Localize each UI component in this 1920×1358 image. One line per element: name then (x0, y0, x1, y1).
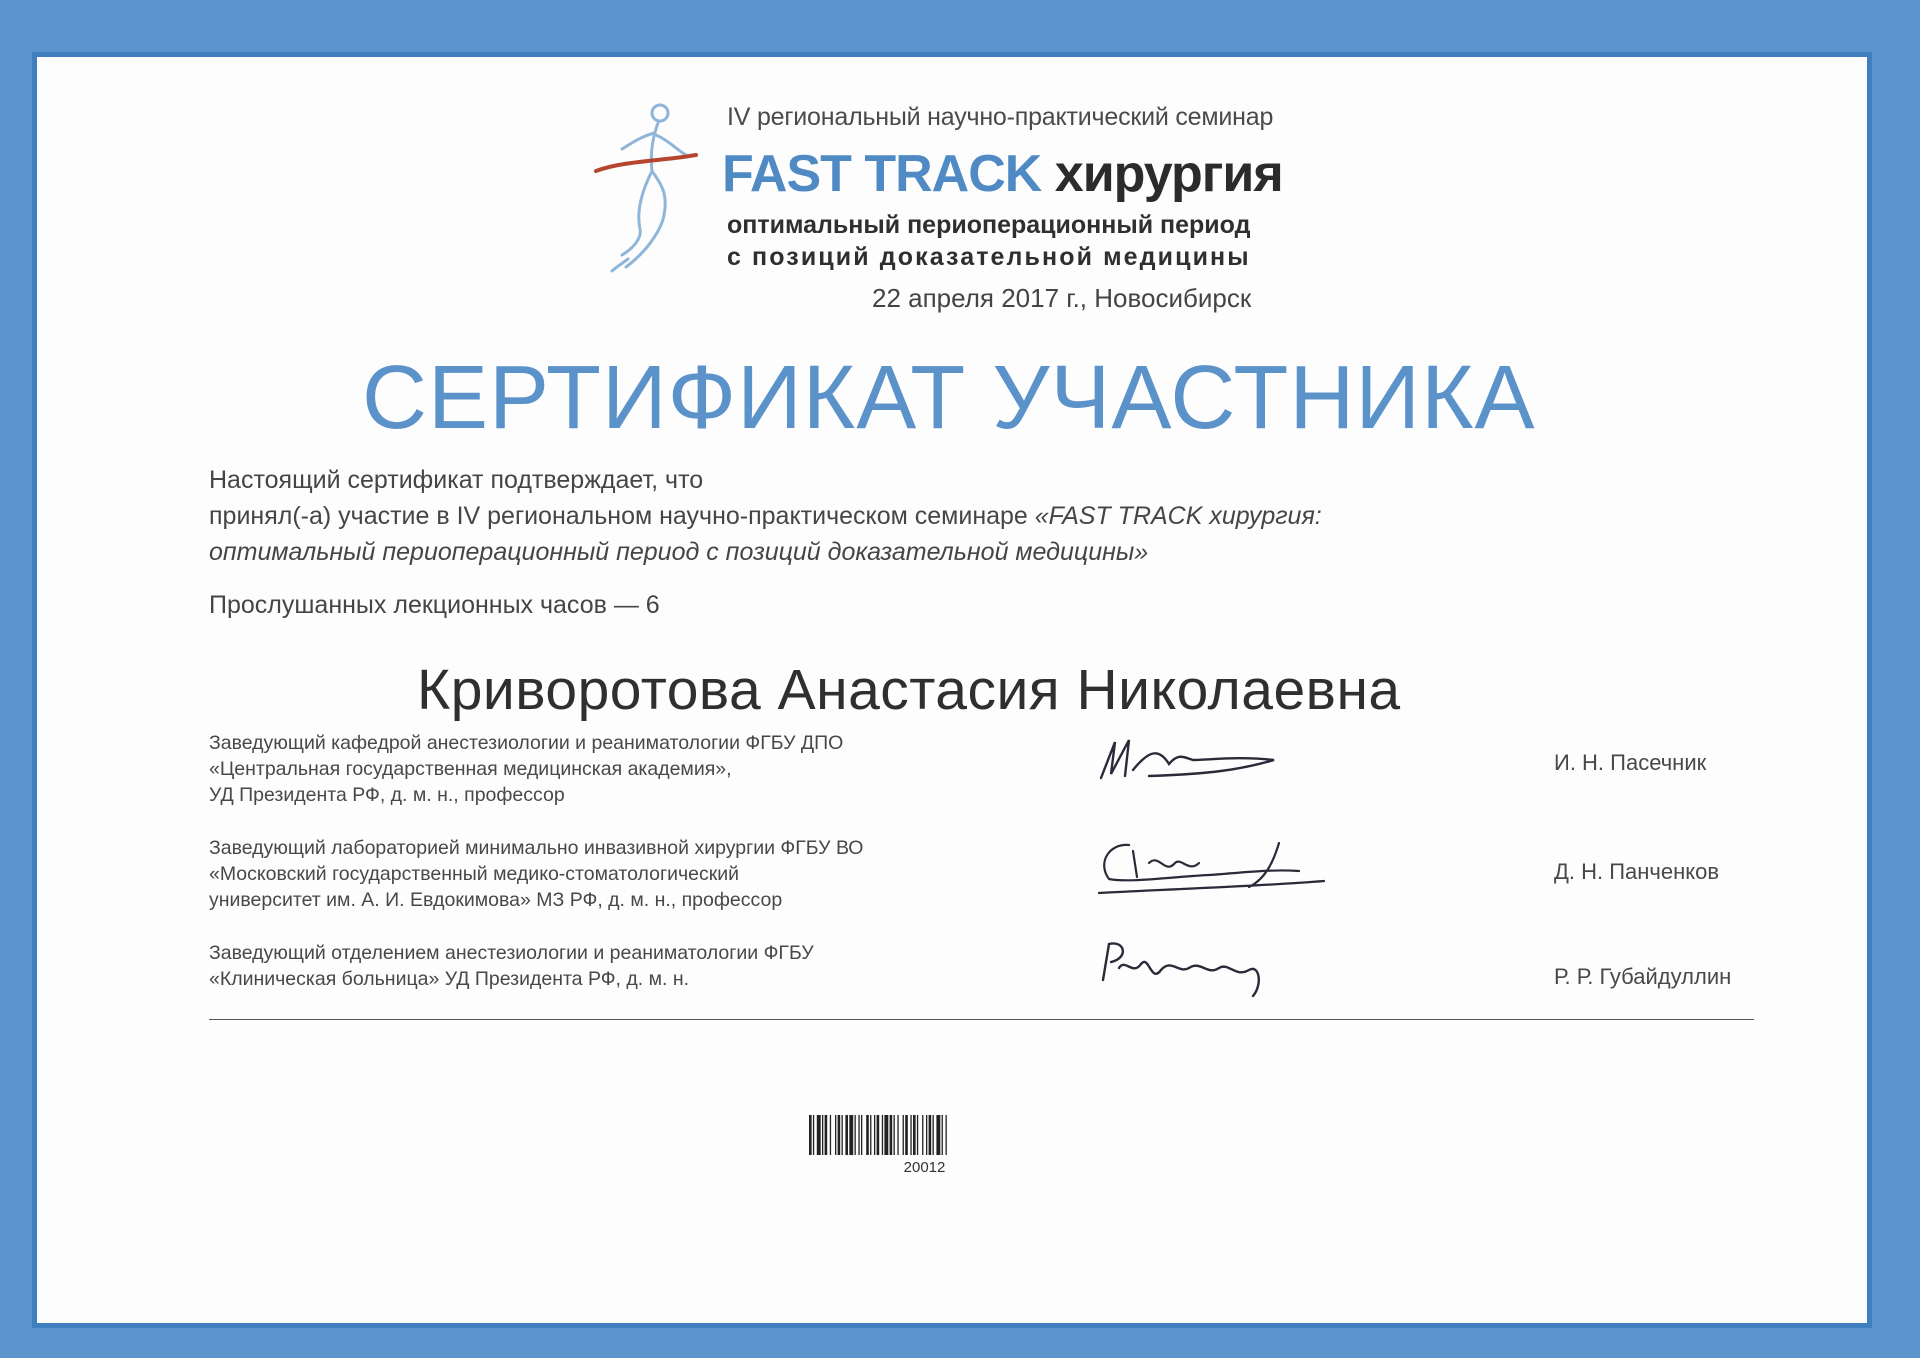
barcode (807, 1115, 1042, 1155)
bottom-divider (209, 1019, 1754, 1020)
barcode-bar (825, 1115, 828, 1155)
barcode-bar (894, 1115, 895, 1155)
position-line: Заведующий лабораторией минимально инвазивной хирургии ФГБУ ВО (209, 837, 864, 859)
barcode-bar (817, 1115, 821, 1155)
seminar-edition: IV региональный научно-практический семинар (727, 103, 1274, 131)
position-line: Заведующий кафедрой анестезиологии и реаниматологии ФГБУ ДПО (209, 732, 844, 754)
lecture-hours: Прослушанных лекционных часов — 6 (209, 591, 660, 619)
barcode-bar (849, 1115, 853, 1155)
barcode-bar (809, 1115, 812, 1155)
barcode-bar (866, 1115, 869, 1155)
barcode-bar (842, 1115, 843, 1155)
barcode-bar (870, 1115, 871, 1155)
certificate-statement (209, 462, 1322, 570)
barcode-bar (929, 1115, 932, 1155)
barcode-bar (946, 1115, 947, 1155)
signatory-position (209, 940, 814, 992)
statement-line2-plain: принял(-а) участие в IV региональном научно-практическом семинаре (209, 502, 1035, 530)
barcode-bar (855, 1115, 856, 1155)
barcode-bar (922, 1115, 923, 1155)
participant-name: Криворотова Анастасия Николаевна (417, 658, 1401, 722)
seminar-subtitle (727, 209, 1251, 273)
barcode-bar (936, 1115, 940, 1155)
barcode-bar (913, 1115, 916, 1155)
barcode-bar (910, 1115, 911, 1155)
seminar-subtitle-line1: оптимальный периоперационный период (727, 211, 1251, 239)
signatory-name: И. Н. Пасечник (1554, 750, 1707, 775)
seminar-title-word: хирургия (1054, 145, 1283, 203)
signatory-position (209, 835, 863, 913)
barcode-bar (861, 1115, 862, 1155)
statement-line3 (209, 534, 1322, 570)
barcode-bar (897, 1115, 898, 1155)
barcode-bar (905, 1115, 908, 1155)
position-line: УД Президента РФ, д. м. н., профессор (209, 784, 565, 806)
signatory-name: Д. Н. Панченков (1554, 859, 1720, 884)
barcode-bar (882, 1115, 883, 1155)
barcode-bar (903, 1115, 904, 1155)
statement-line2-italic: «FAST TRACK хирургия: (1034, 502, 1322, 530)
seminar-date-place: 22 апреля 2017 г., Новосибирск (872, 283, 1252, 313)
barcode-bar (835, 1115, 836, 1155)
barcode-bar (890, 1115, 893, 1155)
barcode-bar (822, 1115, 823, 1155)
barcode-bar (830, 1115, 831, 1155)
runner-logo-icon (592, 99, 702, 274)
barcode-bar (858, 1115, 859, 1155)
statement-line2 (209, 498, 1322, 534)
barcode-bar (933, 1115, 934, 1155)
position-line: Заведующий отделением анестезиологии и реаниматологии ФГБУ (209, 942, 814, 964)
barcode-bar (942, 1115, 943, 1155)
barcode-bar (877, 1115, 880, 1155)
seminar-subtitle-line2: с позиций доказательной медицины (727, 243, 1251, 271)
seminar-title-brand: FAST TRACK (722, 145, 1042, 203)
certificate-sheet (32, 52, 1872, 1328)
barcode-bar (917, 1115, 918, 1155)
signature-2-icon (1089, 823, 1329, 903)
certificate-title: СЕРТИФИКАТ УЧАСТНИКА (362, 348, 1536, 448)
position-line: университет им. А. И. Евдокимова» МЗ РФ, д. м. н., профессор (209, 889, 783, 911)
position-line: «Центральная государственная медицинская академия», (209, 758, 732, 780)
statement-line1: Настоящий сертификат подтверждает, что (209, 466, 704, 494)
barcode-bar (838, 1115, 841, 1155)
position-line: «Московский государственный медико-стоматологический (209, 863, 740, 885)
seminar-title (722, 144, 1283, 204)
barcode-bar (926, 1115, 927, 1155)
position-line: «Клиническая больница» УД Президента РФ, д. м. н. (209, 968, 690, 990)
signatory-name: Р. Р. Губайдуллин (1554, 964, 1732, 989)
barcode-bar (813, 1115, 814, 1155)
barcode-number: 20012 (903, 1159, 946, 1176)
signature-1-icon (1089, 730, 1289, 790)
barcode-bar (845, 1115, 848, 1155)
barcode-bar (874, 1115, 875, 1155)
signature-3-icon (1089, 934, 1289, 1004)
signatory-position (209, 730, 843, 808)
statement-line3-italic: оптимальный периоперационный период с позиций доказательной медицины» (209, 538, 1149, 566)
barcode-bar (884, 1115, 888, 1155)
